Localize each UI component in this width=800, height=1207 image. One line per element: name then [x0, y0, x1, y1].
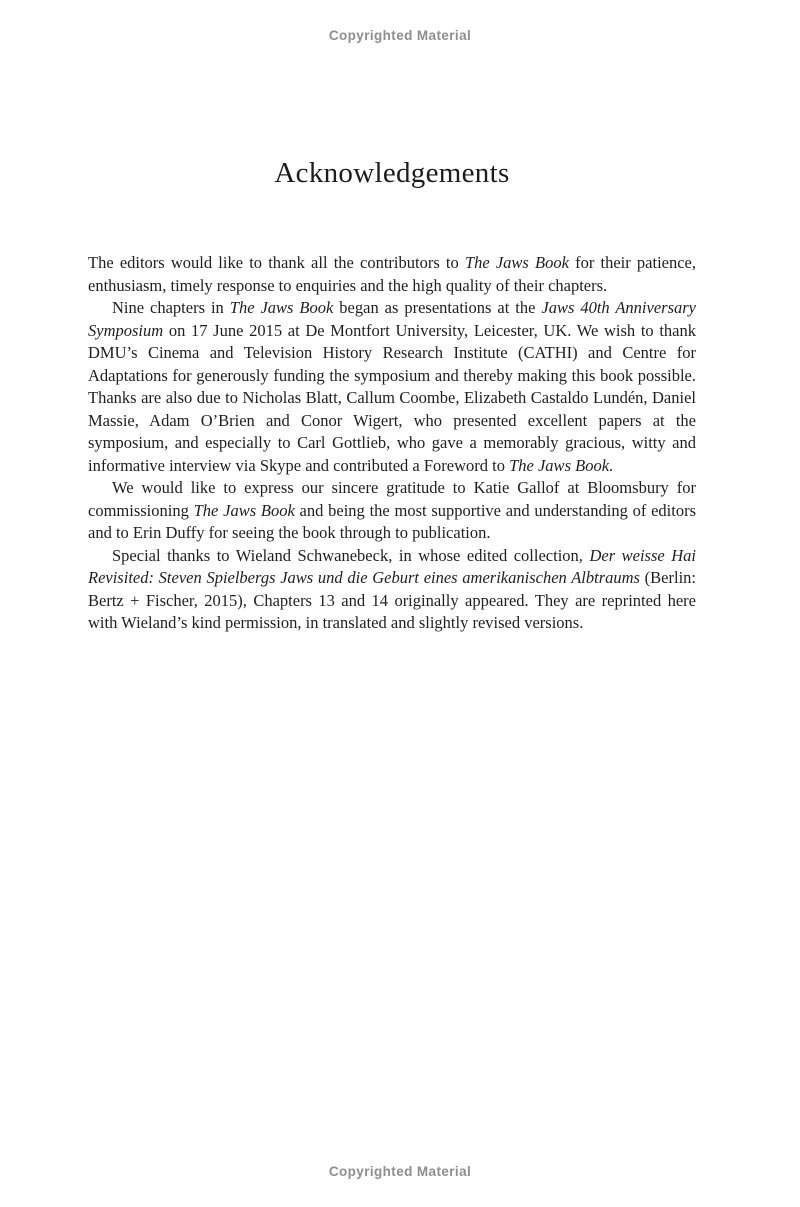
book-title-italic: Der weisse Hai Revisited: Steven Spielbergs Jaws und die Geburt eines amerikanischen Albtraums [88, 545, 696, 587]
text-run: for their patience, enthusiasm, timely response to enquiries and the high quality of their chapters. [88, 253, 697, 295]
text-run: on 17 June 2015 at De Montfort University, Leicester, UK. We wish to thank DMU’s Cinema and Television History Research Institute (CATHI) and Centre for Adaptations for generously funding the symposium and thereby making this book possible. Thanks are also due to Nicholas Blatt, Callum Coombe, Elizabeth Castaldo Lundén, Daniel Massie, Adam O’Brien and Conor Wigert, who presented excellent papers at the symposium, and especially to Carl Gottlieb, who gave a memorably gracious, witty and informative interview via Skype and contributed a Foreword to [88, 320, 696, 475]
text-run: began as presentations at the [333, 298, 542, 317]
book-title-italic: The Jaws Book [229, 298, 334, 317]
paragraph [88, 252, 696, 297]
book-title-italic: The Jaws Book [464, 253, 569, 272]
book-title-italic: The Jaws Book [193, 500, 295, 520]
text-run: The editors would like to thank all the contributors to [88, 253, 465, 272]
text-run: . [609, 455, 614, 475]
paragraph [88, 545, 696, 635]
paragraph [88, 477, 696, 545]
paragraph [88, 297, 696, 477]
text-run: We would like to express our sincere gratitude to Katie Gallof at Bloomsbury for commissioning [88, 478, 696, 520]
book-title-italic: Jaws 40th Anniversary Symposium [88, 298, 696, 340]
text-run: Special thanks to Wieland Schwanebeck, in whose edited collection, [112, 545, 590, 565]
acknowledgements-body [88, 252, 696, 635]
copyright-bottom-notice: Copyrighted Material [328, 1164, 472, 1179]
text-run: and being the most supportive and understanding of editors and to Erin Duffy for seeing the book through to publication. [88, 500, 697, 542]
page-title: Acknowledgements [274, 157, 510, 189]
copyright-top-notice: Copyrighted Material [328, 28, 472, 43]
book-title-italic: The Jaws Book [509, 455, 610, 475]
text-run: Nine chapters in [112, 298, 230, 317]
text-run: (Berlin: Bertz + Fischer, 2015), Chapters 13 and 14 originally appeared. They are reprinted here with Wieland’s kind permission, in translated and slightly revised versions. [88, 568, 696, 632]
